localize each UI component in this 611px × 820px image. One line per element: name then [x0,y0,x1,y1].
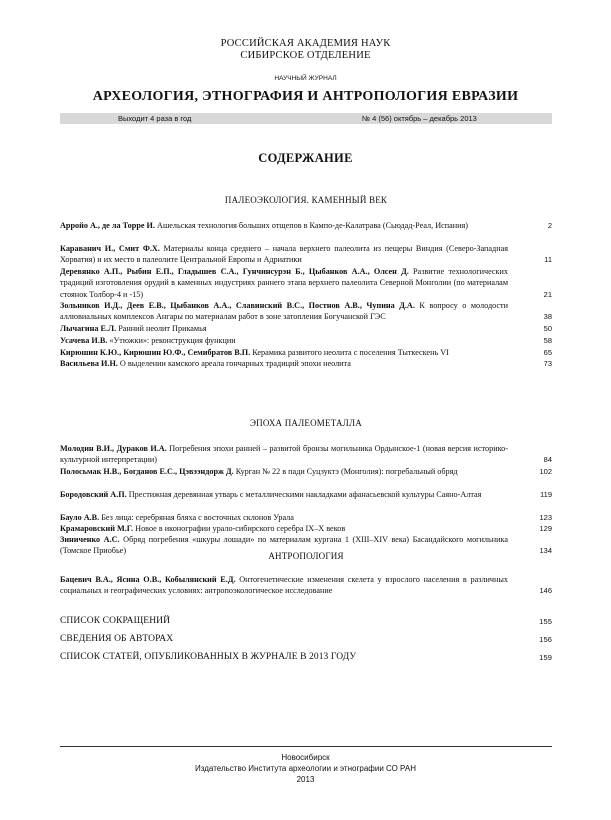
toc-entry[interactable] [60,534,552,557]
toc-entry[interactable] [60,574,552,597]
entry-authors: Молодин В.И., Дураков И.А. [60,444,167,453]
toc-entry[interactable] [60,266,552,300]
org-line-2: СИБИРСКОЕ ОТДЕЛЕНИЕ [240,50,371,61]
section-title: ЭПОХА ПАЛЕОМЕТАЛЛА [250,418,362,428]
toc-entry[interactable] [60,335,552,346]
backmatter-page: 156 [539,635,552,644]
footer-year: 2013 [296,775,315,784]
toc-entry[interactable] [60,358,552,369]
entry-page: 58 [543,336,552,345]
entry-title: Керамика развитого неолита с поселения Тыткескень VI [252,348,449,357]
entry-title: Погребения эпохи ранней – развитой бронзы могильника Ордынское-1 (новая версия историко-культурной интерпретации) [60,444,508,465]
entry-title: Онтогенетические изменения скелета у взрослого населения в различных социальных и географических условиях: антропоэкологическое исследование [60,575,509,596]
backmatter-article-list[interactable] [60,652,552,662]
backmatter-authors[interactable] [60,634,552,644]
entry-authors: Бауло А.В. [60,513,100,522]
backmatter-page: 159 [539,653,552,662]
toc-entry[interactable] [60,220,552,231]
contents-heading: СОДЕРЖАНИЕ [258,151,353,165]
toc-entry[interactable] [60,489,552,500]
entry-authors: Полосьмак Н.В., Богданов Е.С., Цэвээндорж Д. [60,467,234,476]
entry-authors: Бородовский А.П. [60,490,127,499]
entry-page: 84 [543,455,552,465]
entry-page: 129 [539,524,552,533]
entry-page: 21 [543,289,552,299]
entry-title: Новое в иконографии урало-сибирского серебра IX–X веков [135,524,346,533]
toc-entry[interactable] [60,443,552,466]
entry-title: Без лица: серебряная бляха с восточных склонов Урала [101,513,294,522]
entry-page: 73 [543,359,552,368]
entry-authors: Кирюшин К.Ю., Кирюшин Ю.Ф., Семибратов В.П. [60,348,251,357]
section-title: ПАЛЕОЭКОЛОГИЯ. КАМЕННЫЙ ВЕК [224,195,388,205]
org-line-1: РОССИЙСКАЯ АКАДЕМИЯ НАУК [220,38,391,49]
entry-authors: Крамаровский М.Г. [60,524,134,533]
entry-page: 65 [543,348,552,357]
entry-page: 11 [544,255,552,265]
issue-number: № 4 (56) октябрь – декабрь 2013 [362,114,477,123]
entry-page: 2 [547,221,552,230]
backmatter-title: СВЕДЕНИЯ ОБ АВТОРАХ [60,634,174,644]
toc-entry[interactable] [60,466,552,477]
entry-authors: Усачева И.В. [60,336,108,345]
footer-publisher: Издательство Института археологии и этнографии СО РАН [195,764,416,773]
entry-page: 119 [540,490,552,499]
journal-title: АРХЕОЛОГИЯ, ЭТНОГРАФИЯ И АНТРОПОЛОГИЯ ЕВРАЗИИ [92,89,519,104]
backmatter-title: СПИСОК СТАТЕЙ, ОПУБЛИКОВАННЫХ В ЖУРНАЛЕ В 2013 ГОДУ [60,652,357,662]
footer-divider [60,746,552,747]
toc-entry[interactable] [60,347,552,358]
entry-title: Развитие технологических традиций изготовления орудий в каменных индустриях раннего этапа верхнего палеолита Северной Монголии (по материалам стоянок Толбор-4 и -15) [60,267,509,299]
entry-page: 50 [543,324,552,333]
toc-entry[interactable] [60,512,552,523]
toc-entry[interactable] [60,523,552,534]
entry-page: 102 [539,467,552,476]
entry-page: 123 [539,513,552,522]
entry-authors: Деревянко А.П., Рыбин Е.П., Гладышев С.А., Гунчинсурэн Б., Цыбанков А.А., Олсен Д. [60,267,409,276]
toc-entry[interactable] [60,323,552,334]
entry-page: 146 [539,586,552,596]
toc-entry[interactable] [60,300,552,323]
journal-label: НАУЧНЫЙ ЖУРНАЛ [274,75,337,82]
issue-info-bar [60,113,552,124]
entry-title: Ашельская технология больших отщепов в Кампо-де-Калатрава (Сьюдад-Реал, Испания) [157,221,469,230]
publication-frequency: Выходит 4 раза в год [118,114,192,123]
entry-authors: Васильева И.Н. [60,359,118,368]
backmatter-abbreviations[interactable] [60,616,552,626]
entry-authors: Караванич И., Смит Ф.Х. [60,244,160,253]
backmatter-title: СПИСОК СОКРАЩЕНИЙ [60,616,171,626]
footer-city: Новосибирск [281,753,330,762]
entry-title: «Утюжки»: реконструкция функции [109,336,236,345]
entry-authors: Арройо А., де ла Торре И. [60,221,155,230]
entry-title: Курган № 22 в пади Суцзуктэ (Монголия): погребальный обряд [235,467,458,476]
entry-title: Престижная деревянная утварь с металлическими накладками афанасьевской культуры Саяно-Алтая [128,490,482,499]
entry-page: 134 [539,546,552,556]
entry-title: О выделении камского ареала гончарных традиций эпохи неолита [119,359,351,368]
toc-entry[interactable] [60,243,552,266]
entry-title: Материалы конца среднего – начала верхнего палеолита из пещеры Виндия (Северо-Западная Хорватия) и их место в палеолите Центральной Европы и Адриатики [60,244,509,265]
section-title: АНТРОПОЛОГИЯ [268,551,344,561]
entry-page: 38 [543,312,552,322]
entry-title: К вопросу о молодости аллювиальных комплексов Ангары по материалам работ в зоне затопления Богучанской ГЭС [60,301,508,322]
entry-title: Ранний неолит Прикамья [118,324,207,333]
entry-authors: Зольников И.Д., Деев Е.В., Цыбанков А.А., Славинский В.С., Постнов А.В., Чупина Д.А. [60,301,415,310]
entry-title: Обряд погребения «шкуры лошади» по материалам кургана 1 (XIII–XIV века) Басандайского могильника (Томское Приобье) [60,535,508,556]
entry-authors: Бацевич В.А., Ясина О.В., Кобылянский Е.Д. [60,575,236,584]
backmatter-page: 155 [539,617,552,626]
entry-authors: Лычагина Е.Л. [60,324,117,333]
entry-authors: Зиниченко А.С. [60,535,120,544]
